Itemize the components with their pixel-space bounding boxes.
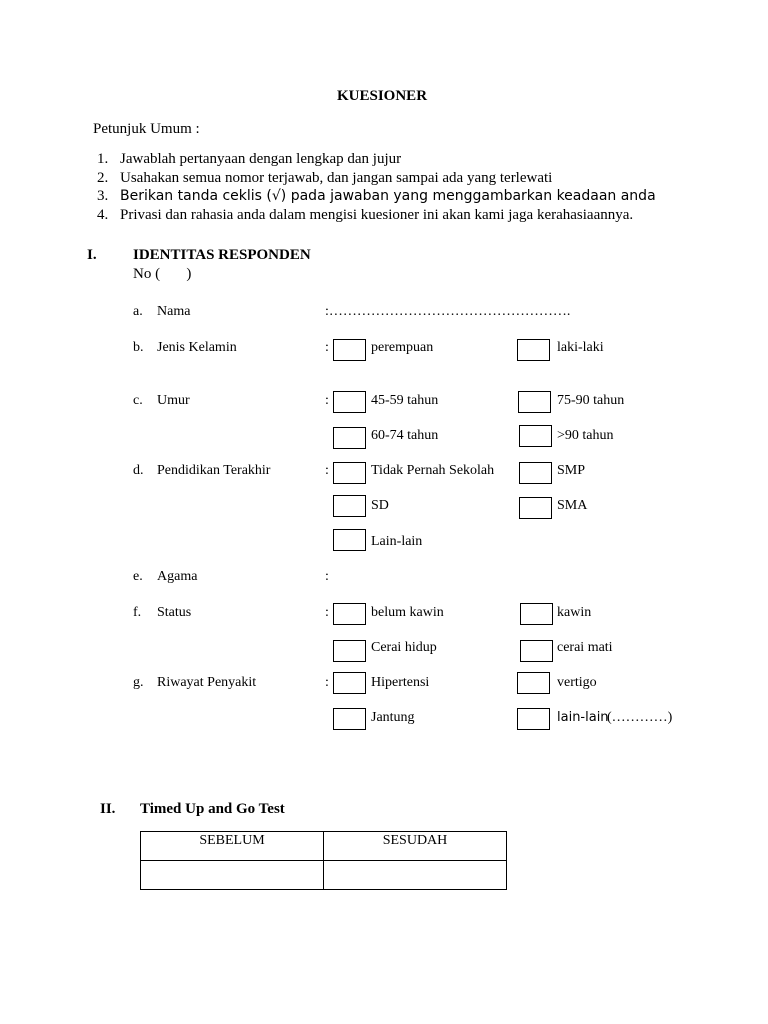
field-letter: a.	[133, 304, 143, 319]
checkbox-jantung[interactable]	[333, 708, 366, 730]
field-letter: f.	[133, 605, 142, 620]
instruction-text: Usahakan semua nomor terjawab, dan jangan sampai ada yang terlewati	[120, 170, 553, 186]
field-letter: b.	[133, 340, 144, 355]
field-label-agama: Agama	[157, 569, 198, 584]
field-colon: :	[325, 340, 329, 355]
option-label: Lain-lain	[371, 534, 423, 549]
field-letter: d.	[133, 463, 144, 478]
instruction-number: 1.	[97, 151, 109, 167]
checkbox-cerai-mati[interactable]	[520, 640, 553, 662]
instruction-text: Jawablah pertanyaan dengan lengkap dan jujur	[120, 151, 402, 167]
option-label: >90 tahun	[557, 428, 614, 443]
option-label: Tidak Pernah Sekolah	[371, 463, 495, 478]
option-label: 75-90 tahun	[557, 393, 625, 408]
nama-fill-line[interactable]: :…………………………………………….	[325, 304, 571, 319]
option-label: cerai mati	[557, 640, 613, 655]
option-label: SD	[371, 498, 389, 513]
checkbox-sd[interactable]	[333, 495, 366, 517]
checkbox-laki-laki[interactable]	[517, 339, 550, 361]
option-label: Cerai hidup	[371, 640, 437, 655]
checkbox-belum-kawin[interactable]	[333, 603, 366, 625]
checkbox-hipertensi[interactable]	[333, 672, 366, 694]
instruction-number: 3.	[97, 188, 109, 204]
checkbox-perempuan[interactable]	[333, 339, 366, 361]
checkbox-60-74[interactable]	[333, 427, 366, 449]
checkbox-sma[interactable]	[519, 497, 552, 519]
instruction-text: Privasi dan rahasia anda dalam mengisi kuesioner ini akan kami jaga kerahasiaannya.	[120, 207, 634, 223]
checkbox-75-90[interactable]	[518, 391, 551, 413]
field-letter: g.	[133, 675, 144, 690]
checkbox-kawin[interactable]	[520, 603, 553, 625]
field-colon: :	[325, 675, 329, 690]
instructions-heading: Petunjuk Umum :	[93, 121, 200, 137]
field-label-jenis-kelamin: Jenis Kelamin	[157, 340, 237, 355]
option-label: kawin	[557, 605, 592, 620]
option-label: perempuan	[371, 340, 434, 355]
section-numeral: II.	[100, 801, 116, 817]
checkbox-vertigo[interactable]	[517, 672, 550, 694]
checkbox-lain-lain-penyakit[interactable]	[517, 708, 550, 730]
field-label-nama: Nama	[157, 304, 191, 319]
field-colon: :	[325, 569, 329, 584]
option-label: 45-59 tahun	[371, 393, 439, 408]
table-header-sesudah: SESUDAH	[324, 832, 507, 861]
checkbox-lain-lain[interactable]	[333, 529, 366, 551]
option-label: laki-laki	[557, 340, 604, 355]
instruction-text: Berikan tanda ceklis (√) pada jawaban yang menggambarkan keadaan anda	[120, 188, 656, 204]
field-letter: c.	[133, 393, 143, 408]
checkbox-smp[interactable]	[519, 462, 552, 484]
respondent-number: No ( )	[133, 266, 192, 282]
instruction-number: 4.	[97, 207, 109, 223]
option-label: SMA	[557, 498, 588, 513]
field-label-umur: Umur	[157, 393, 190, 408]
field-colon: :	[325, 393, 329, 408]
field-label-riwayat-penyakit: Riwayat Penyakit	[157, 675, 257, 690]
field-colon: :	[325, 605, 329, 620]
option-label: vertigo	[557, 675, 597, 690]
option-label: 60-74 tahun	[371, 428, 439, 443]
table-header-sebelum: SEBELUM	[141, 832, 324, 861]
section-numeral: I.	[87, 247, 97, 263]
checkbox-45-59[interactable]	[333, 391, 366, 413]
checkbox-over-90[interactable]	[519, 425, 552, 447]
page-title: KUESIONER	[337, 88, 428, 104]
section-heading: Timed Up and Go Test	[140, 801, 285, 817]
lain-lain-fill-line[interactable]: (…………)	[607, 710, 673, 725]
option-label: Hipertensi	[371, 675, 430, 690]
section-heading: IDENTITAS RESPONDEN	[133, 247, 311, 263]
table-cell-sesudah[interactable]	[324, 861, 507, 890]
option-label: lain-lain	[557, 710, 609, 725]
field-letter: e.	[133, 569, 143, 584]
checkbox-cerai-hidup[interactable]	[333, 640, 366, 662]
field-colon: :	[325, 463, 329, 478]
field-label-status: Status	[157, 605, 192, 620]
option-label: SMP	[557, 463, 586, 478]
tug-test-table	[140, 831, 507, 890]
option-label: belum kawin	[371, 605, 444, 620]
table-cell-sebelum[interactable]	[141, 861, 324, 890]
checkbox-tidak-pernah-sekolah[interactable]	[333, 462, 366, 484]
option-label: Jantung	[371, 710, 415, 725]
field-label-pendidikan: Pendidikan Terakhir	[157, 463, 271, 478]
instruction-number: 2.	[97, 170, 109, 186]
